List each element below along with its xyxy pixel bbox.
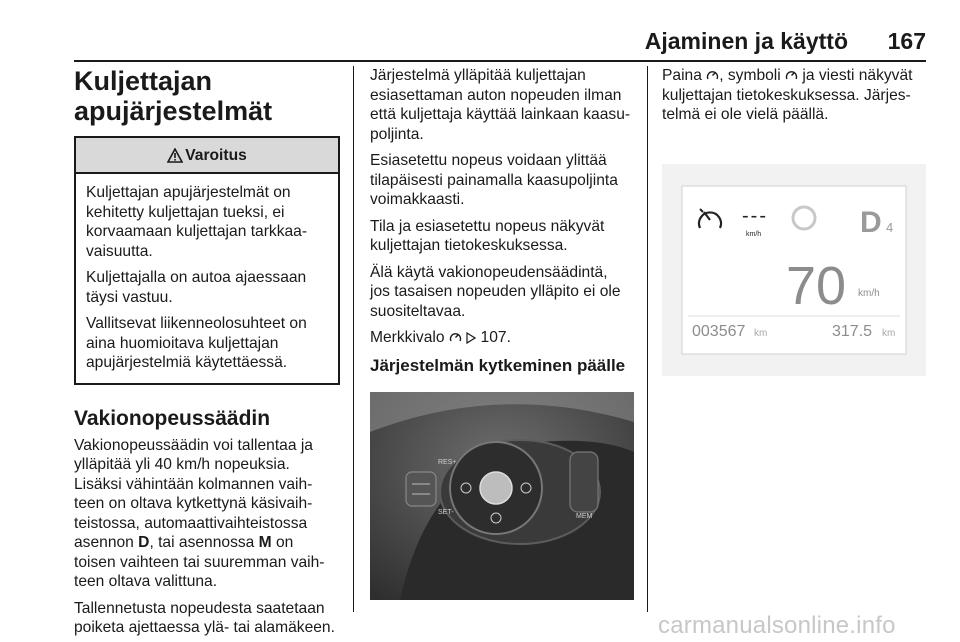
page-reference: 107. [480, 329, 511, 346]
section-heading: Vakionopeussäädin [74, 406, 271, 430]
cruise-control-icon [785, 69, 798, 82]
column-divider [647, 66, 648, 612]
body-paragraph [74, 436, 340, 592]
text-span: , symboli [719, 67, 786, 84]
warning-body [76, 174, 338, 383]
text-span: on toisen vaihteen tai suuremman vaih- teen oltava valittuna. [74, 534, 325, 590]
reference-line [370, 328, 634, 348]
subheading: Järjestelmän kytkeminen päälle [370, 355, 626, 375]
current-speed: 70 [786, 255, 847, 316]
warning-box [74, 136, 340, 385]
header-title: Ajaminen ja käyttö [644, 28, 848, 54]
column-3 [662, 66, 926, 381]
body-paragraph: Tallennetusta nopeudesta saatetaan poiketa ajettaessa ylä- tai alamäkeen. [74, 599, 335, 636]
gear-d-label: D [138, 534, 150, 551]
set-label: SET- [438, 508, 454, 516]
gear-number: 4 [886, 219, 894, 235]
page-reference-icon [466, 332, 476, 344]
speed-unit: km/h [858, 287, 880, 299]
header-rule [74, 60, 926, 62]
warning-paragraph: Kuljettajalla on autoa ajaessaan täysi vastuu. [86, 269, 307, 306]
column-divider [353, 66, 354, 612]
body-paragraph: Älä käytä vakionopeudensäädintä, jos tasaisen nopeuden ylläpito ei ole suositeltavaa. [370, 263, 621, 320]
gear-m-label: M [258, 534, 272, 551]
set-speed-value: --- [742, 204, 768, 227]
page-header [74, 26, 926, 56]
warning-paragraph: Kuljettajan apujärjestelmät on kehitetty kuljettajan tueksi, ei korvaamaan kuljettajan tarkkaa- vaisuutta. [86, 184, 308, 260]
chapter-heading: Kuljettajan apujärjestelmät [74, 66, 273, 126]
cruise-control-icon [449, 331, 462, 344]
column-1 [74, 66, 340, 642]
text-span: , tai asennossa [149, 534, 259, 551]
watermark: carmanualsonline.info [658, 612, 896, 639]
text-span: Merkkivalo [370, 329, 449, 346]
text-span: Vakionopeussäädin voi tallentaa ja ylläpitää yli 40 km/h nopeuksia. Lisäksi vähintään kolmannen vaih- teen on oltava kytkettynä käsivaih- teistossa, automaattivaihteistossa asennon [74, 436, 313, 551]
body-paragraph [662, 66, 926, 125]
trip-unit: km [882, 327, 896, 339]
text-span: Paina [662, 67, 707, 84]
steering-wheel-photo [370, 392, 634, 600]
page-number: 167 [887, 28, 926, 54]
warning-paragraph: Vallitsevat liikenneolosuhteet on aina huomioitava kuljettajan apujärjestelmiä käytettäessä. [86, 315, 307, 371]
set-speed-unit: km/h [746, 230, 762, 238]
cruise-control-icon [706, 69, 719, 82]
body-paragraph: Esiasetettu nopeus voidaan ylittää tilapäisesti painamalla kaasupoljinta voimakkaasti. [370, 152, 618, 208]
odometer-unit: km [754, 327, 768, 339]
gear-indicator: D [860, 205, 882, 239]
body-paragraph: Tila ja esiasetettu nopeus näkyvät kuljettajan tietokeskuksessa. [370, 217, 605, 254]
text-span: ja viesti näkyvät kuljettajan tietokeskuksessa. Järjes- telmä ei ole vielä päällä. [662, 67, 913, 123]
body-paragraph: Järjestelmä ylläpitää kuljettajan esiasettaman auton nopeuden ilman että kuljettaja käyttää lainkaan kaasu- poljinta. [370, 67, 631, 143]
instrument-cluster-display [662, 164, 926, 376]
column-2 [370, 66, 634, 605]
warning-header [76, 138, 338, 174]
warning-title: Varoitus [185, 147, 247, 164]
trip-value: 317.5 [832, 322, 873, 340]
warning-icon [167, 148, 183, 163]
res-label: RES+ [438, 458, 457, 466]
odometer-value: 003567 [692, 322, 746, 340]
mem-label: MEM [576, 512, 593, 520]
